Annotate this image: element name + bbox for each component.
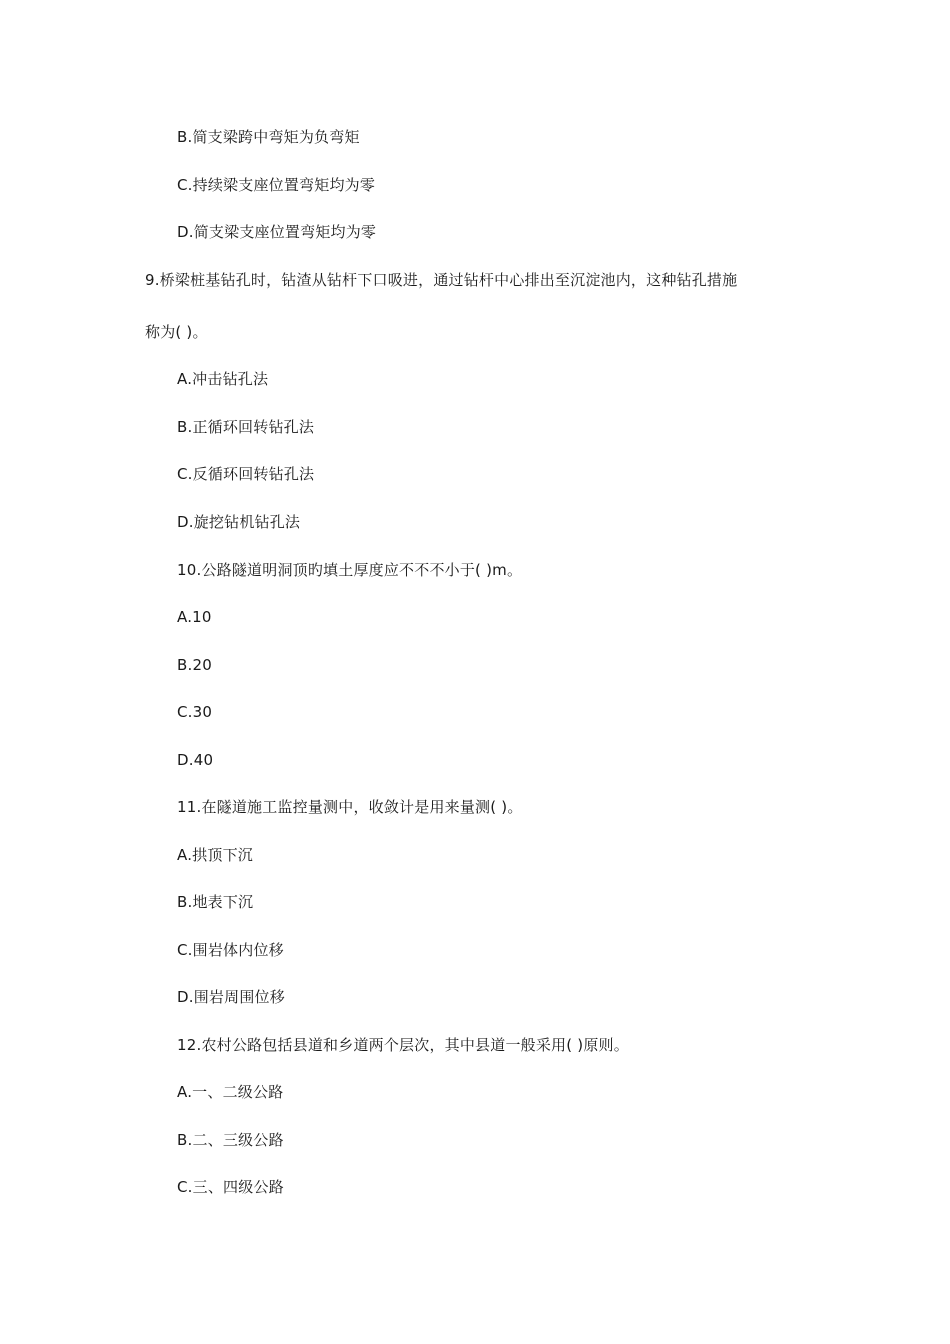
option-line-q9-d: D.旋挖钻机钻孔法 [177,513,301,531]
option-line-q9-b: B.正循环回转钻孔法 [177,418,315,436]
option-line-q12-c: C.三、四级公路 [177,1178,284,1196]
option-line-q11-a: A.拱顶下沉 [177,846,253,864]
option-line-q11-c: C.围岩体内位移 [177,941,284,959]
question-stem-q9-line1: 9.桥梁桩基钻孔时，钻渣从钻杆下口吸进，通过钻杆中心排出至沉淀池内，这种钻孔措施 [145,271,738,289]
option-line-q9-c: C.反循环回转钻孔法 [177,465,315,483]
option-line-q12-b: B.二、三级公路 [177,1131,284,1149]
option-line-q10-b: B.20 [177,656,212,674]
option-line-q11-d: D.围岩周围位移 [177,988,285,1006]
option-line-q9-a: A.冲击钻孔法 [177,370,269,388]
option-line-q12-a: A.一、二级公路 [177,1083,284,1101]
option-line-q10-c: C.30 [177,703,213,721]
question-stem-q11: 11.在隧道施工监控量测中，收敛计是用来量测( )。 [177,798,523,816]
option-line-q10-d: D.40 [177,751,214,769]
question-stem-q10: 10.公路隧道明洞顶旳填土厚度应不不不小于( )m。 [177,561,523,579]
option-line-q8-d: D.简支梁支座位置弯矩均为零 [177,223,377,241]
option-line-q8-c: C.持续梁支座位置弯矩均为零 [177,176,376,194]
question-stem-q9-line2: 称为( )。 [145,323,208,341]
question-stem-q12: 12.农村公路包括县道和乡道两个层次，其中县道一般采用( )原则。 [177,1036,629,1054]
option-line-q10-a: A.10 [177,608,212,626]
option-line-q8-b: B.简支梁跨中弯矩为负弯矩 [177,128,360,146]
option-line-q11-b: B.地表下沉 [177,893,254,911]
